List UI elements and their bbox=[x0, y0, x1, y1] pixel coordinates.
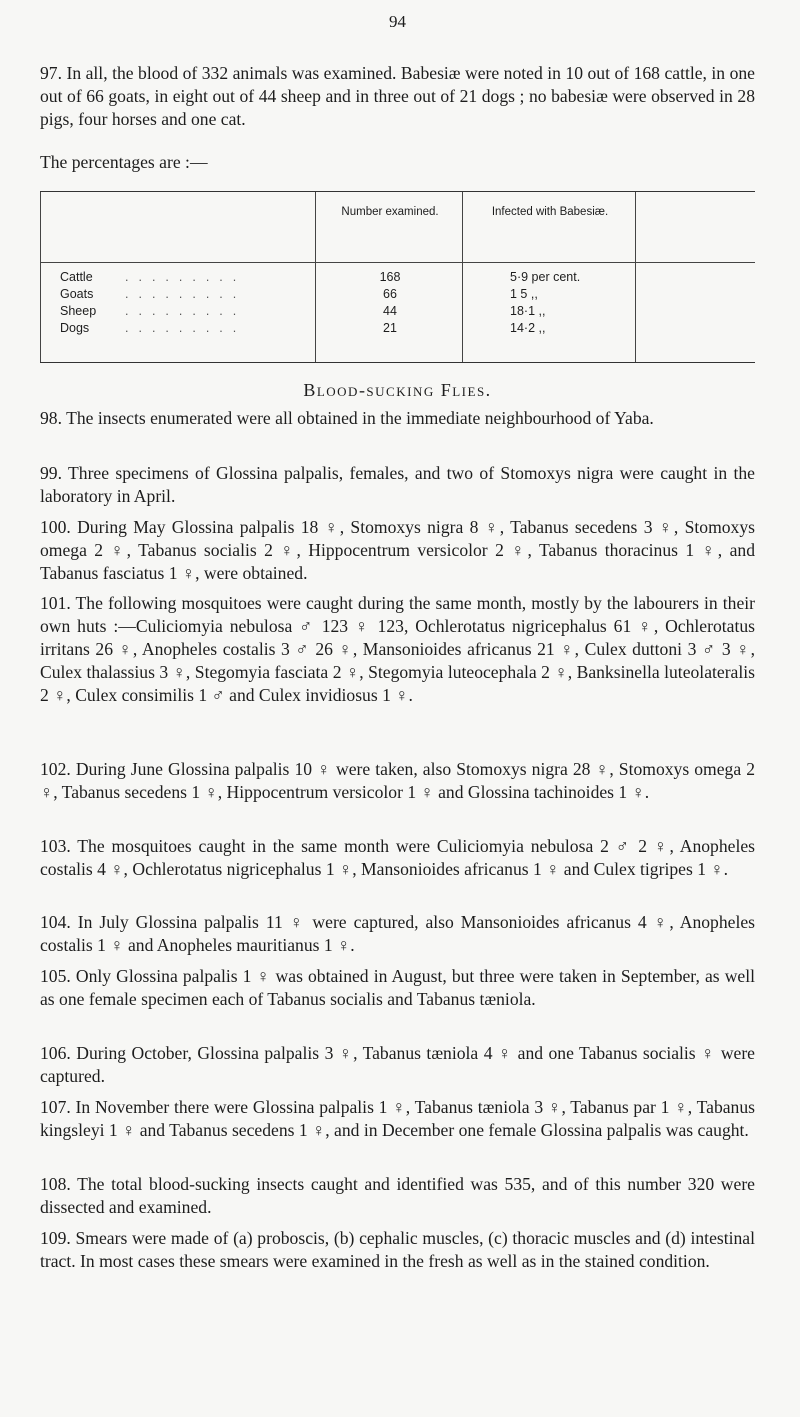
paragraph-97: 97. In all, the blood of 332 animals was examined. Babesiæ were noted in 10 out of 168 cattle, in one out of 66 goats, in eight out of 44 sheep and in three out of 21 dogs ; no babesiæ were observed in 28 pigs, four horses and one cat. bbox=[40, 63, 755, 129]
row-number: 44 bbox=[383, 304, 397, 318]
paragraph-98: 98. The insects enumerated were all obtained in the immediate neighbourhood of Yaba. bbox=[40, 408, 654, 428]
leader-dots: ......... bbox=[125, 270, 247, 284]
row-infected: 14·2 ,, bbox=[510, 321, 546, 335]
col-number-examined: Number examined. bbox=[341, 206, 439, 218]
paragraph-100: 100. During May Glossina palpalis 18 ♀, Stomoxys nigra 8 ♀, Tabanus secedens 3 ♀, Stomoxys omega 2 ♀, Tabanus socialis 2 ♀, Hippocentrum versicolor 2 ♀, Tabanus thoracinus 1 ♀, and Tabanus fasciatus 1 ♀, were obtained. bbox=[40, 517, 755, 583]
row-number: 66 bbox=[383, 287, 397, 301]
row-infected: 1 5 ,, bbox=[510, 287, 538, 301]
paragraph-102: 102. During June Glossina palpalis 10 ♀ were taken, also Stomoxys nigra 28 ♀, Stomoxys omega 2 ♀, Tabanus secedens 1 ♀, Hippocentrum versicolor 1 ♀ and Glossina tachinoides 1 ♀. bbox=[40, 759, 755, 802]
table-row bbox=[40, 270, 755, 287]
paragraph-107: 107. In November there were Glossina palpalis 1 ♀, Tabanus tæniola 3 ♀, Tabanus par 1 ♀, Tabanus kingsleyi 1 ♀ and Tabanus secedens 1 ♀, and in December one female Glossina palpalis was caught. bbox=[40, 1097, 755, 1140]
percentages-label: The percentages are :— bbox=[40, 152, 208, 172]
table-row bbox=[40, 287, 755, 304]
leader-dots: ......... bbox=[125, 321, 247, 335]
row-animal: Cattle bbox=[60, 270, 93, 284]
col-infected: Infected with Babesiæ. bbox=[491, 206, 609, 218]
leader-dots: ......... bbox=[125, 287, 247, 301]
page-number: 94 bbox=[389, 12, 406, 31]
row-infected: 18·1 ,, bbox=[510, 304, 546, 318]
leader-dots: ......... bbox=[125, 304, 247, 318]
row-infected: 5·9 per cent. bbox=[510, 270, 581, 284]
paragraph-99: 99. Three specimens of Glossina palpalis, females, and two of Stomoxys nigra were caught in the laboratory in April. bbox=[40, 463, 755, 506]
row-animal: Dogs bbox=[60, 321, 90, 335]
paragraph-109: 109. Smears were made of (a) proboscis, (b) cephalic muscles, (c) thoracic muscles and (d) intestinal tract. In most cases these smears were examined in the fresh as well as in the stained condition. bbox=[40, 1228, 755, 1271]
paragraph-103: 103. The mosquitoes caught in the same month were Culiciomyia nebulosa 2 ♂ 2 ♀, Anopheles costalis 4 ♀, Ochlerotatus nigricephalus 1 ♀, Mansonioides africanus 1 ♀ and Culex tigripes 1 ♀. bbox=[40, 836, 755, 879]
table-header-rule bbox=[40, 262, 755, 263]
paragraph-101: 101. The following mosquitoes were caught during the same month, mostly by the labourers in their own huts :—Culiciomyia nebulosa ♂ 123 ♀ 123, Ochlerotatus nigricephalus 61 ♀, Ochlerotatus irritans 26 ♀, Anopheles costalis 3 ♂ 26 ♀, Mansonioides africanus 21 ♀, Culex duttoni 3 ♂ 3 ♀, Culex thalassius 3 ♀, Stegomyia fasciata 2 ♀, Stegomyia luteocephala 2 ♀, Banksinella luteolateralis 2 ♀, Culex consimilis 1 ♂ and Culex invidiosus 1 ♀. bbox=[40, 593, 755, 705]
row-number: 21 bbox=[383, 321, 397, 335]
table-row bbox=[40, 321, 755, 338]
row-animal: Sheep bbox=[60, 304, 97, 318]
row-animal: Goats bbox=[60, 287, 94, 301]
table-frame bbox=[40, 191, 755, 363]
paragraph-104: 104. In July Glossina palpalis 11 ♀ were captured, also Mansonioides africanus 4 ♀, Anopheles costalis 1 ♀ and Anopheles mauritianus 1 ♀. bbox=[40, 912, 755, 955]
paragraph-108: 108. The total blood-sucking insects caught and identified was 535, and of this number 320 were dissected and examined. bbox=[40, 1174, 755, 1217]
paragraph-106: 106. During October, Glossina palpalis 3 ♀, Tabanus tæniola 4 ♀ and one Tabanus socialis ♀ were captured. bbox=[40, 1043, 755, 1086]
row-number: 168 bbox=[379, 270, 401, 284]
babesiae-table bbox=[40, 191, 755, 361]
section-heading: Blood-sucking Flies. bbox=[303, 380, 492, 400]
table-row bbox=[40, 304, 755, 321]
paragraph-105: 105. Only Glossina palpalis 1 ♀ was obtained in August, but three were taken in September, as well as one female specimen each of Tabanus socialis and Tabanus tæniola. bbox=[40, 966, 755, 1009]
